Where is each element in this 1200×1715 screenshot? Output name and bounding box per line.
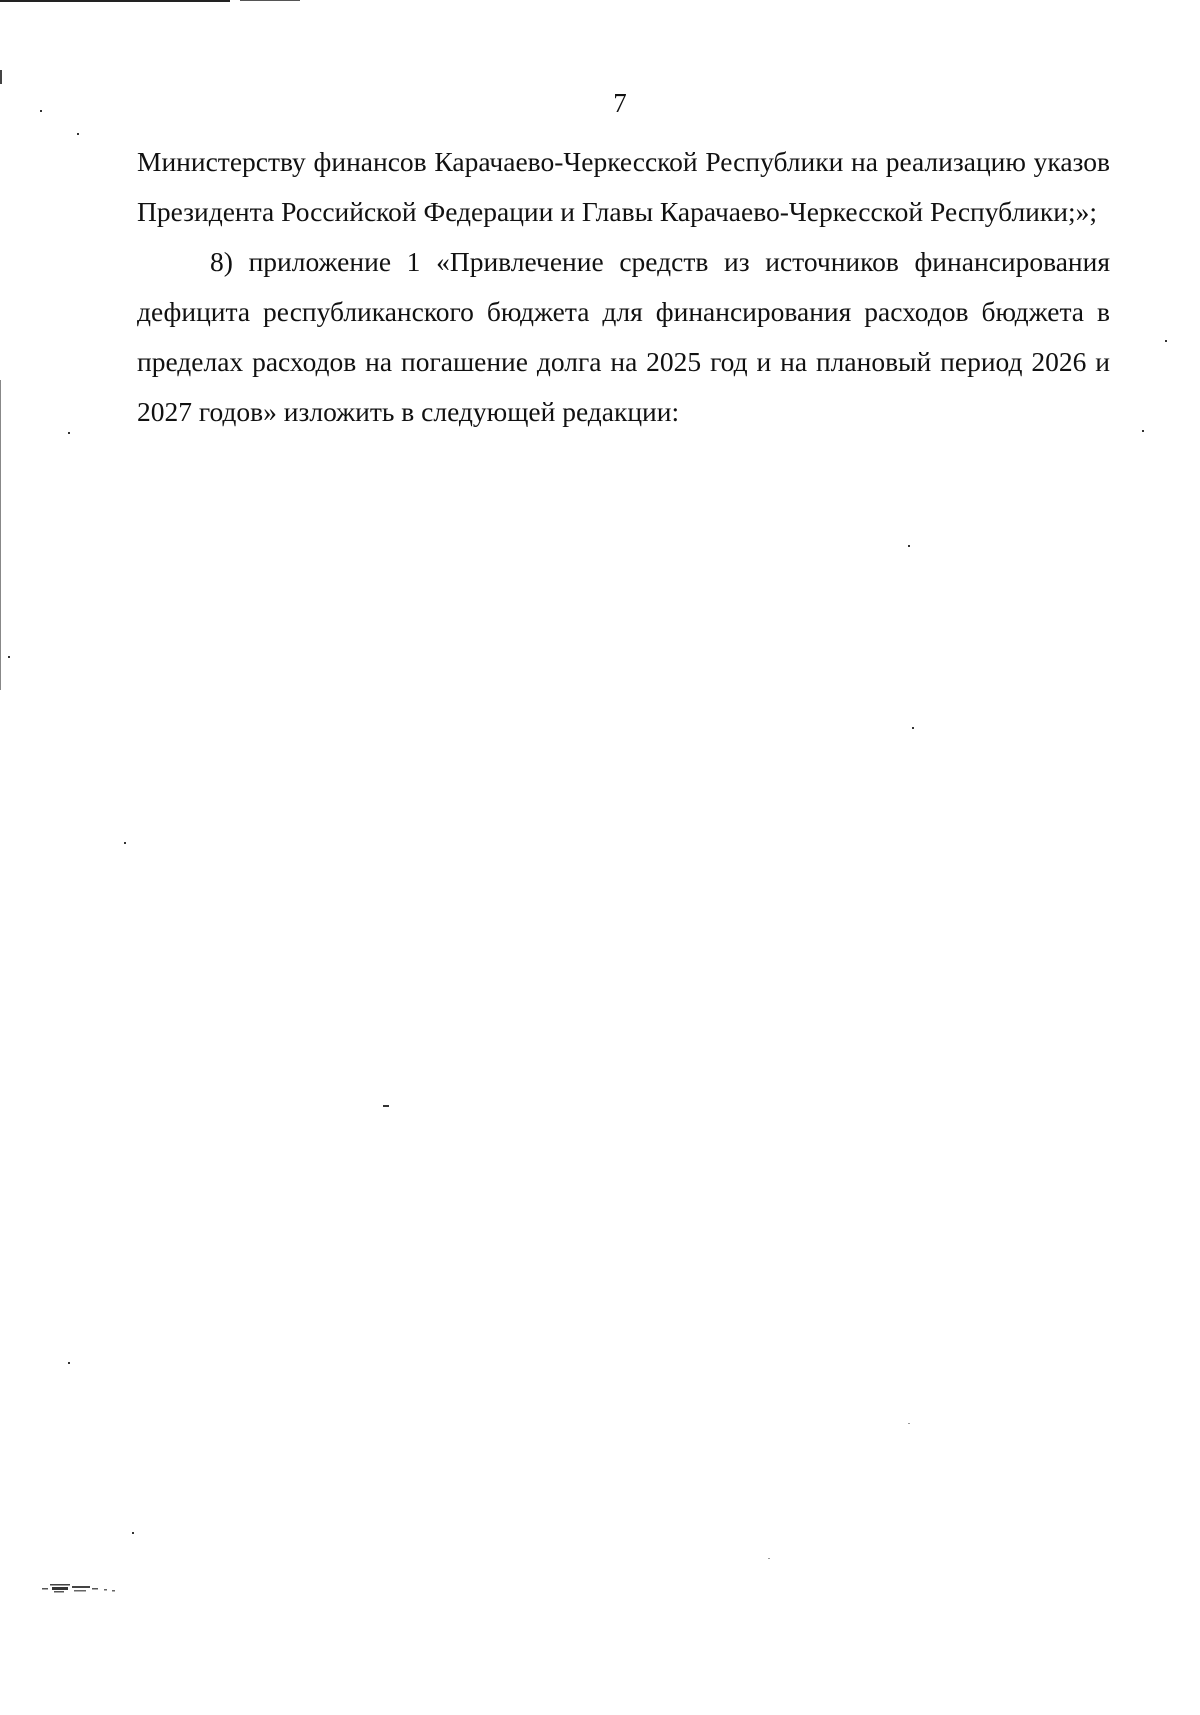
scan-speck [68,432,70,434]
document-body [137,137,1110,437]
scan-speck [1165,340,1167,342]
page-number: 7 [613,88,627,118]
scan-artifact-mark [40,1582,120,1596]
scan-speck [908,545,910,547]
scan-speck [124,842,126,844]
top-scan-rule [0,0,230,2]
scan-speck [383,1105,389,1107]
top-scan-rule-fragment [240,0,300,1]
scan-speck [40,110,42,112]
scan-speck [912,727,914,729]
left-scan-edge [0,380,1,690]
scan-speck [1142,430,1144,432]
scan-speck [68,1362,70,1364]
paragraph-item-8: 8) приложение 1 «Привлечение средств из источников финансирования дефицита республиканского бюджета для финансирования расходов бюджета в пределах расходов на погашение долга на 2025 год и на плановый период 2026 и 2027 годов» изложить в следующей редакции: [137,246,1110,427]
paragraph-continuation: Министерству финансов Карачаево-Черкесской Республики на реализацию указов Президента Российской Федерации и Главы Карачаево-Черкесской Республики;»; [137,146,1110,227]
scan-speck [132,1532,134,1534]
scan-speck [768,1558,770,1559]
scan-speck [77,133,79,135]
left-scan-edge [0,70,2,84]
scan-speck [8,656,10,658]
scan-speck [908,1423,910,1424]
